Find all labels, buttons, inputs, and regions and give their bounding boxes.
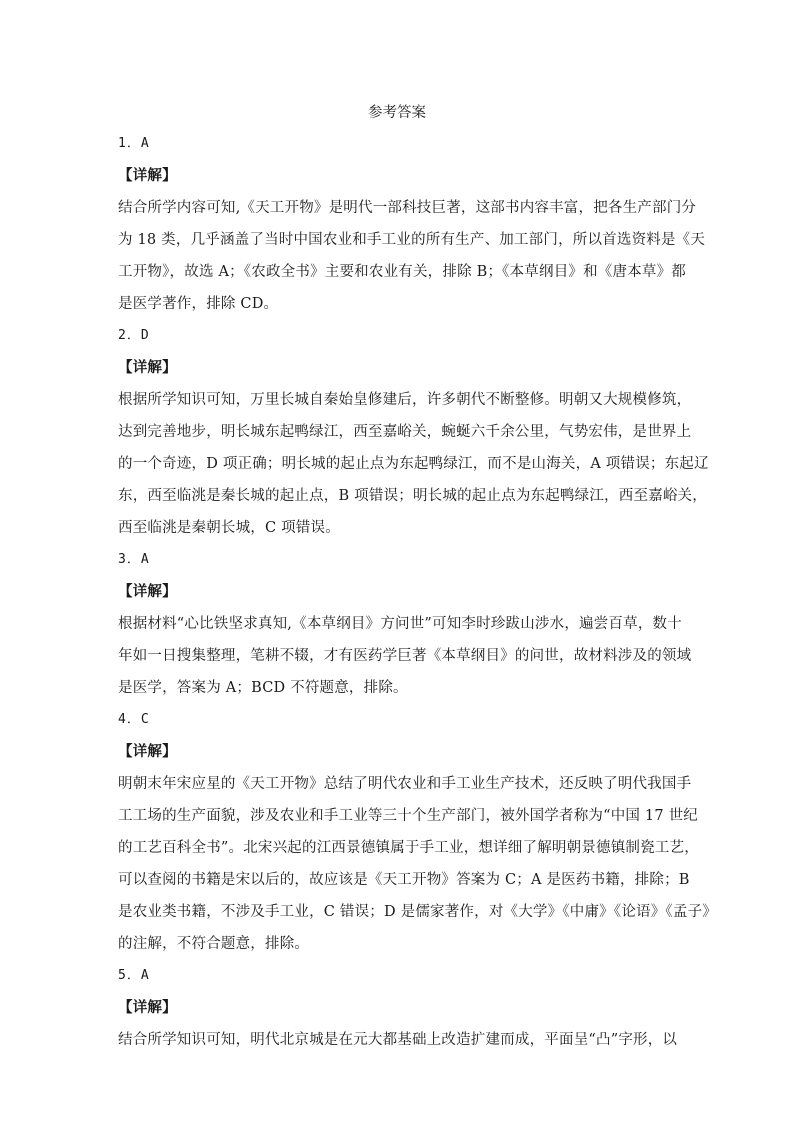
detail-label: 【详解】 bbox=[118, 584, 177, 600]
answer-line: 结合所学知识可知，明代北京城是在元大都基础上改造扩建而成，平面呈“凸”字形，以 bbox=[118, 1032, 678, 1048]
detail-label: 【详解】 bbox=[118, 1000, 177, 1016]
answer-line: 是农业类书籍，不涉及手工业，C 错误；D 是儒家著作，对《大学》《中庸》《论语》《孟子》 bbox=[118, 904, 717, 920]
answer-line: 工工场的生产面貌，涉及农业和手工业等三十个生产部门，被外国学者称为“中国 17 世纪 bbox=[118, 808, 698, 824]
answer-line: 明朝末年宋应星的《天工开物》总结了明代农业和手工业生产技术，还反映了明代我国手 bbox=[118, 776, 692, 792]
answer-line: 是医学，答案为 A；BCD 不符题意，排除。 bbox=[118, 680, 408, 696]
answer-line: 的工艺百科全书”。北宋兴起的江西景德镇属于手工业，想详细了解明朝景德镇制瓷工艺， bbox=[118, 840, 699, 856]
question-number: 4．C bbox=[118, 712, 150, 727]
answer-content bbox=[118, 132, 717, 1060]
detail-label: 【详解】 bbox=[118, 168, 177, 184]
page-title: 参考答案 bbox=[368, 105, 426, 121]
detail-label: 【详解】 bbox=[118, 360, 177, 376]
answer-line: 的注解，不符合题意，排除。 bbox=[118, 936, 310, 952]
question-number: 1．A bbox=[118, 136, 150, 151]
answer-line: 工开物》，故选 A；《农政全书》主要和农业有关，排除 B；《本草纲目》和《唐本草》都 bbox=[118, 264, 686, 280]
answer-line: 东，西至临洮是秦长城的起止点，B 项错误；明长城的起止点为东起鸭绿江，西至嘉峪关， bbox=[118, 488, 707, 504]
answer-line: 可以查阅的书籍是宋以后的，故应该是《天工开物》答案为 C；A 是医药书籍，排除；B bbox=[118, 872, 690, 888]
answer-line: 西至临洮是秦朝长城，C 项错误。 bbox=[118, 520, 340, 536]
answer-line: 结合所学内容可知,《天工开物》是明代一部科技巨著，这部书内容丰富，把各生产部门分 bbox=[118, 200, 697, 216]
answer-line: 根据材料“心比铁坚求真知,《本草纲目》方问世”可知李时珍跋山涉水，遍尝百草，数十 bbox=[118, 616, 682, 632]
answer-line: 为 18 类，几乎涵盖了当时中国农业和手工业的所有生产、加工部门，所以首选资料是《天 bbox=[118, 232, 706, 248]
answer-line: 年如一日搜集整理，笔耕不辍，才有医药学巨著《本草纲目》的问世，故材料涉及的领域 bbox=[118, 648, 692, 664]
answer-line: 根据所学知识可知，万里长城自秦始皇修建后，许多朝代不断整修。明朝又大规模修筑， bbox=[118, 392, 692, 408]
answer-line: 是医学著作，排除 CD。 bbox=[118, 296, 279, 312]
answer-line: 的一个奇迹，D 项正确；明长城的起止点为东起鸭绿江，而不是山海关，A 项错误；东起辽 bbox=[118, 456, 709, 472]
question-number: 2．D bbox=[118, 328, 150, 343]
answer-line: 达到完善地步，明长城东起鸭绿江，西至嘉峪关，蜿蜒六千余公里，气势宏伟，是世界上 bbox=[118, 424, 692, 440]
question-number: 3．A bbox=[118, 552, 150, 567]
question-number: 5．A bbox=[118, 968, 150, 983]
detail-label: 【详解】 bbox=[118, 744, 177, 760]
